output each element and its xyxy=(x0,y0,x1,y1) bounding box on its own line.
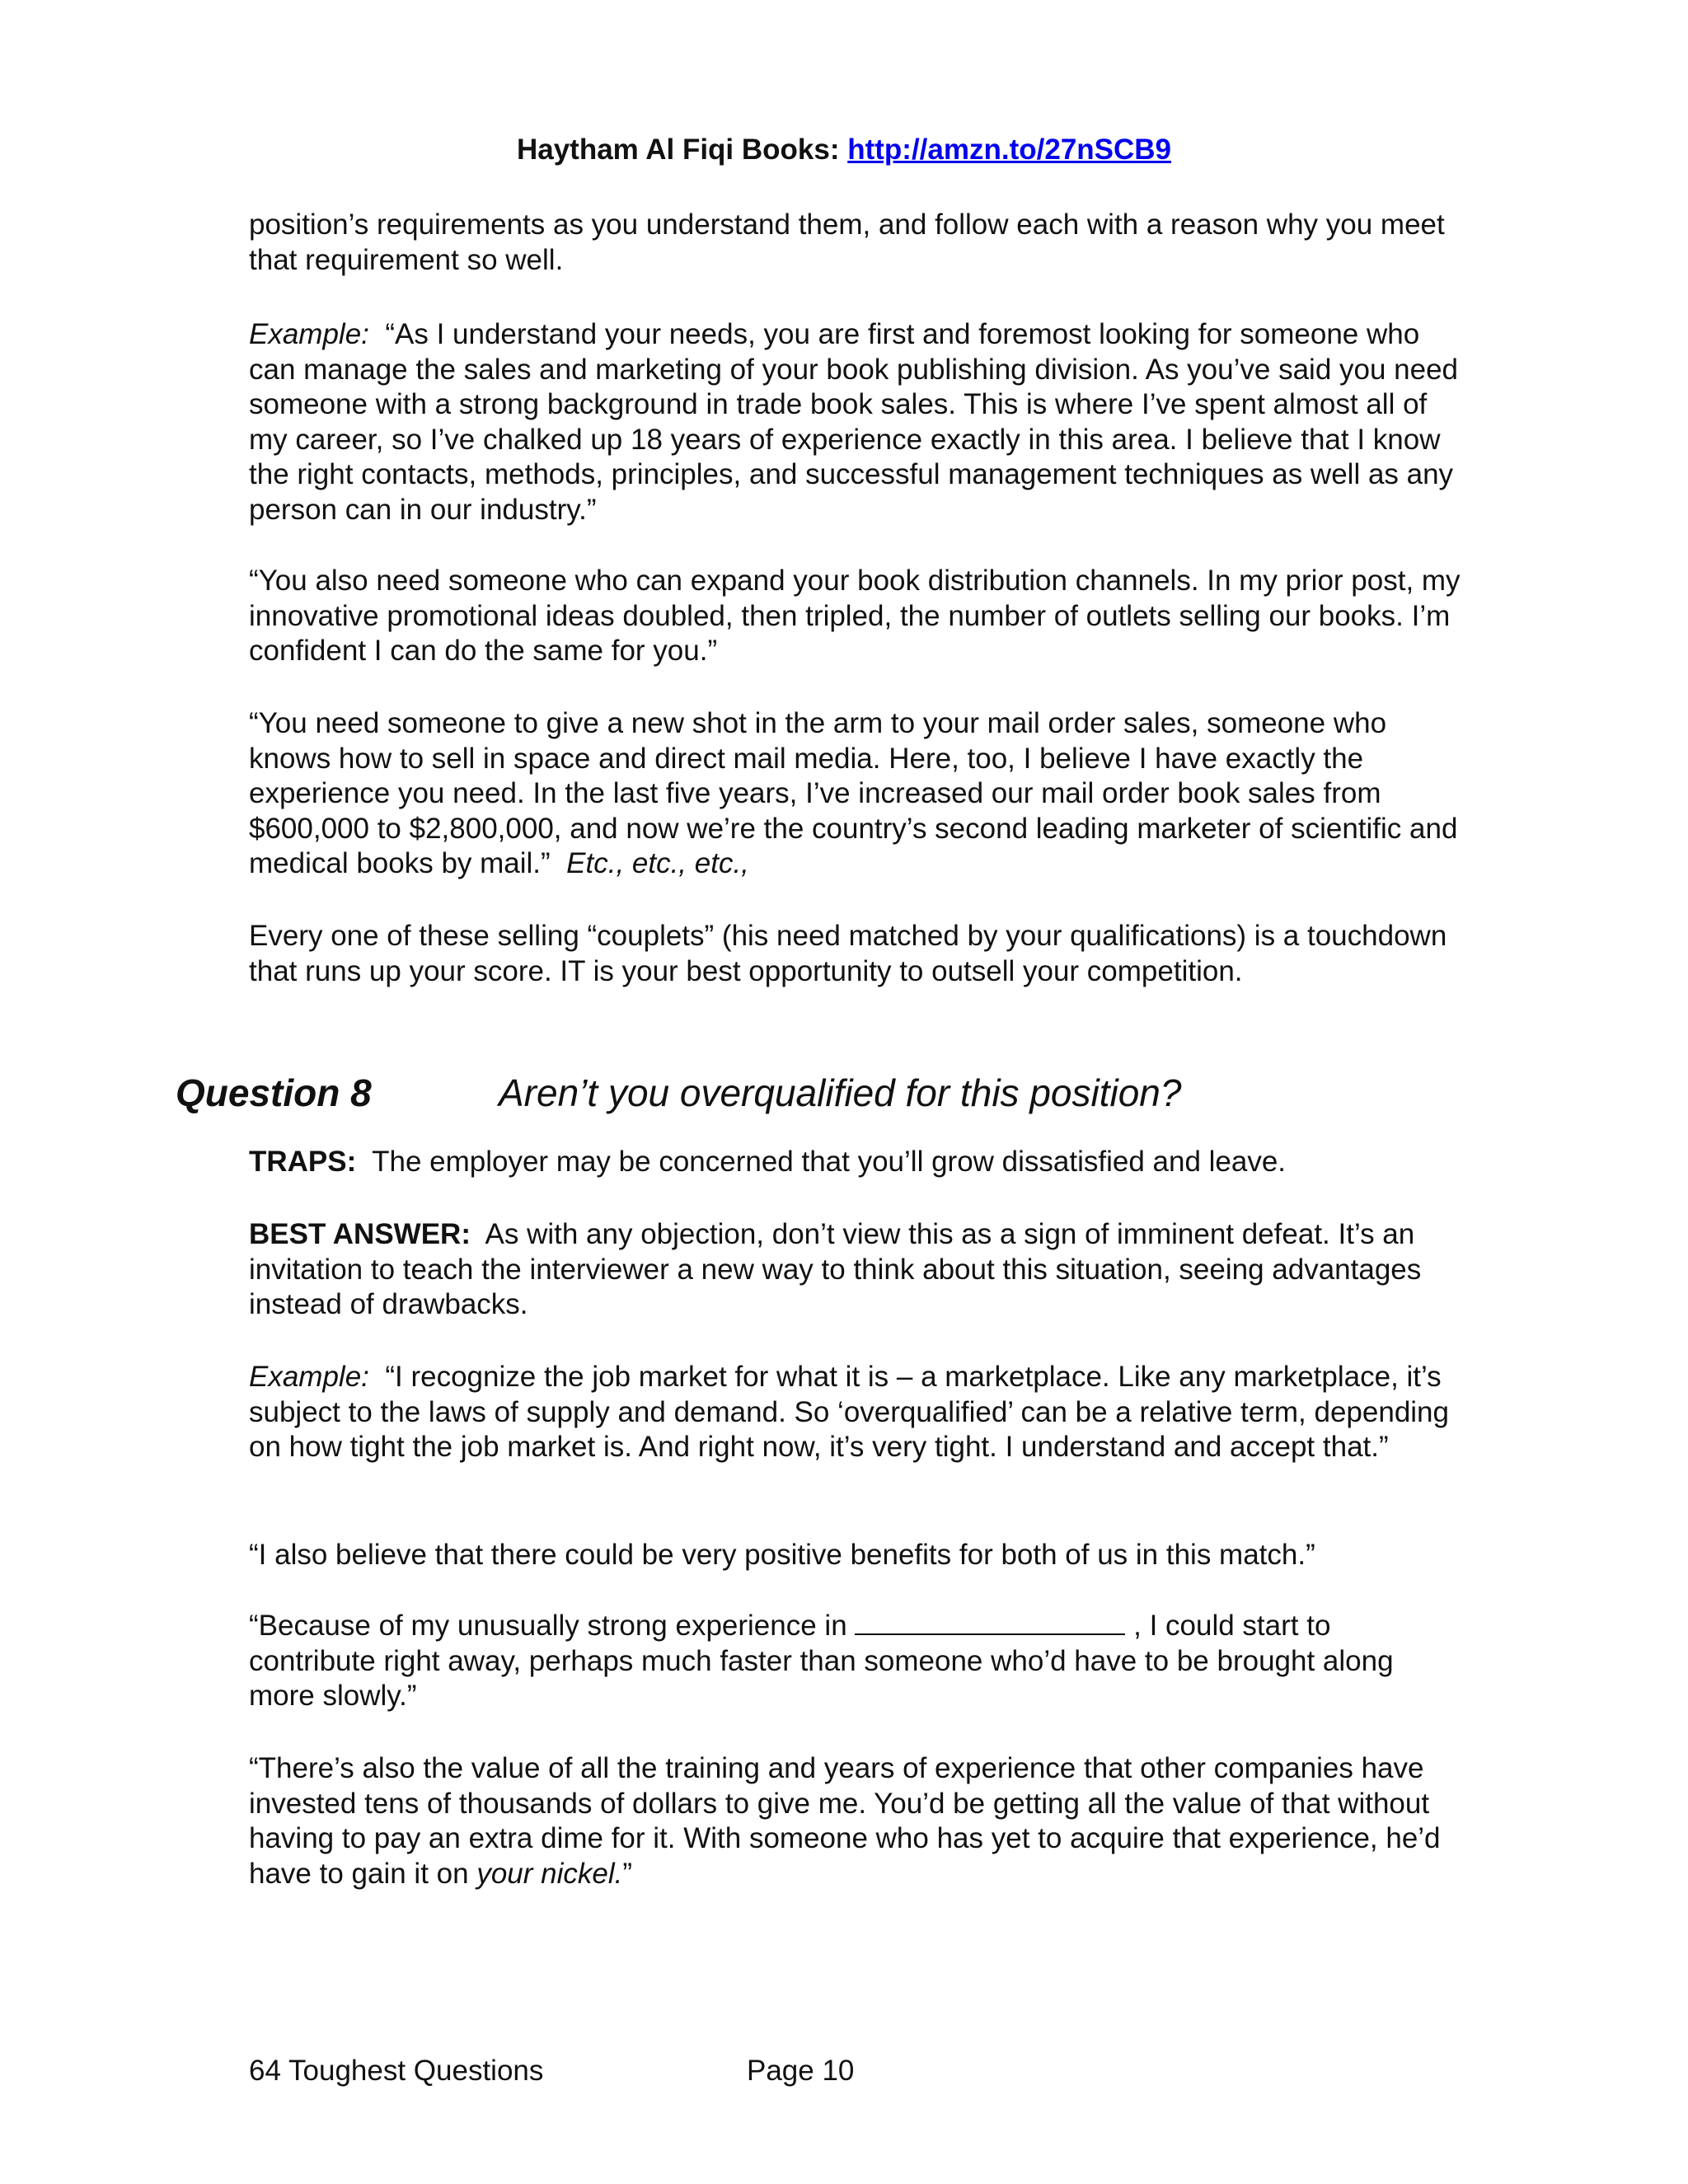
paragraph-text: “I also believe that there could be very positive benefits for both of us in this match.” xyxy=(249,1539,1315,1571)
paragraph-text: “You need someone to give a new shot in the arm to your mail order sales, someone who knows how to sell in space and direct mail media. Here, too, I believe I have exactly the experience you need. In the last five years, I’ve increased our mail order book sales from $600,000 to $2,800,000, and now we’re the country’s second leading marketer of scientific and medical books by mail.” xyxy=(249,707,1458,879)
fill-in-blank xyxy=(855,1609,1125,1635)
italic-phrase: your nickel. xyxy=(476,1857,623,1890)
paragraph-text-start: “Because of my unusually strong experience in xyxy=(249,1610,847,1642)
paragraph-benefits xyxy=(249,1538,1461,1573)
paragraph-couplets xyxy=(249,919,1461,989)
page-number: Page 10 xyxy=(747,2055,855,2087)
etc-text: Etc., etc., etc., xyxy=(566,847,749,879)
closing-quote: ” xyxy=(622,1857,633,1890)
paragraph-text: Every one of these selling “couplets” (his need matched by your qualifications) is a touchdown that runs up your score. IT is your best opportunity to outsell your competition. xyxy=(249,920,1447,987)
traps-paragraph xyxy=(249,1145,1461,1180)
best-answer-label: BEST ANSWER: xyxy=(249,1218,471,1250)
paragraph-experience xyxy=(249,1609,1461,1714)
paragraph-text-start: “There’s also the value of all the training and years of experience that other companies have invested tens of thousands of dollars to give me. You’d be getting all the value of that without having to pay an extra dime for it. With someone who has yet to acquire that experience, he’d have to gain it on xyxy=(249,1752,1441,1890)
example-text: “I recognize the job market for what it is – a marketplace. Like any marketplace, it’s subject to the laws of supply and demand. So ‘overqualified’ can be a relative term, depending on how tight the job market is. And right now, it’s very tight. I understand and accept that.” xyxy=(249,1361,1449,1463)
paragraph-requirements xyxy=(249,208,1461,278)
example-label: Example: xyxy=(249,1361,369,1393)
question-heading xyxy=(176,1070,1181,1116)
traps-text: The employer may be concerned that you’ll grow dissatisfied and leave. xyxy=(372,1146,1287,1178)
page-footer xyxy=(249,2054,855,2088)
footer-title: 64 Toughest Questions xyxy=(249,2055,544,2087)
paragraph-mail-order xyxy=(249,706,1461,882)
best-answer-text: As with any objection, don’t view this as a sign of imminent defeat. It’s an invitation to teach the interviewer a new way to think about this situation, seeing advantages instead of drawbacks. xyxy=(249,1218,1422,1320)
paragraph-example-2 xyxy=(249,1360,1461,1465)
paragraph-example-1 xyxy=(249,317,1461,527)
paragraph-text: “You also need someone who can expand your book distribution channels. In my prior post, my innovative promotional ideas doubled, then tripled, the number of outlets selling our books. I’m confident I can do the same for you.” xyxy=(249,565,1461,667)
traps-label: TRAPS: xyxy=(249,1146,357,1178)
paragraph-distribution xyxy=(249,564,1461,669)
paragraph-training-value xyxy=(249,1751,1461,1891)
header-prefix: Haytham Al Fiqi Books: xyxy=(516,134,848,166)
books-link[interactable]: http://amzn.to/27nSCB9 xyxy=(847,134,1172,166)
best-answer-paragraph xyxy=(249,1217,1461,1323)
example-text: “As I understand your needs, you are first and foremost looking for someone who can manage the sales and marketing of your book publishing division. As you’ve said you need someone with a strong background in trade book sales. This is where I’ve spent almost all of my career, so I’ve chalked up 18 years of experience exactly in this area. I believe that I know the right contacts, methods, principles, and successful management techniques as well as any person can in our industry.” xyxy=(249,318,1459,526)
page-header xyxy=(0,132,1688,168)
paragraph-text-end: , I could start to contribute right away, perhaps much faster than someone who’d have to be brought along more slowly.” xyxy=(249,1610,1394,1712)
example-label: Example: xyxy=(249,318,369,350)
question-text: Aren’t you overqualified for this position? xyxy=(499,1071,1182,1114)
question-number: Question 8 xyxy=(176,1071,372,1114)
paragraph-text: position’s requirements as you understand them, and follow each with a reason why you meet that requirement so well. xyxy=(249,209,1445,276)
